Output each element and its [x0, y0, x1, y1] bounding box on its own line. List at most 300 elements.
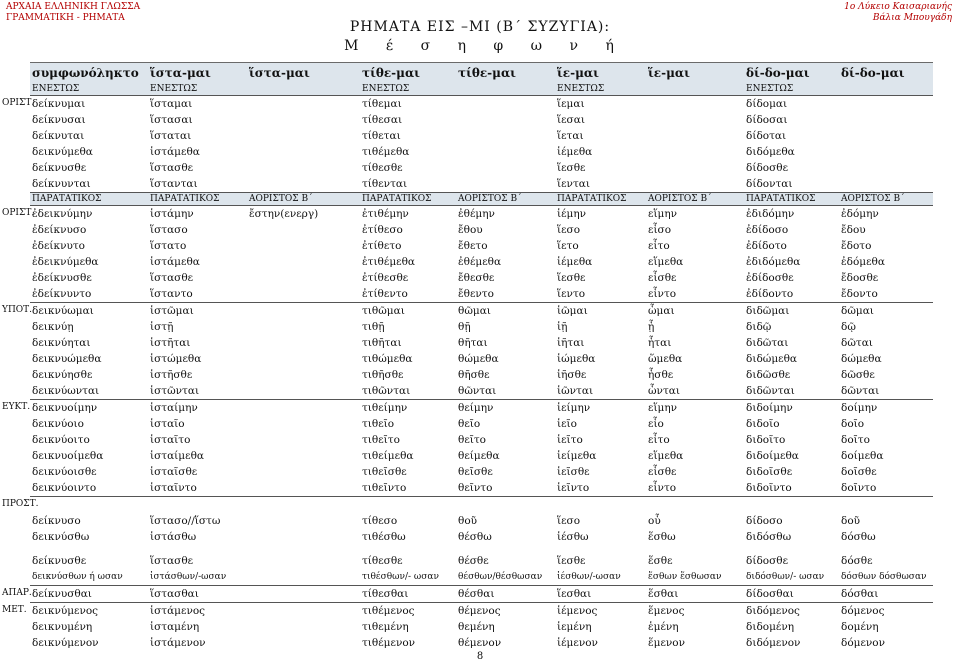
table-cell: ἱσταίμην	[148, 400, 247, 417]
table-cell: δεικνύοιντο	[32, 482, 97, 494]
table-cell: ἱστάμεθα	[150, 146, 200, 158]
table-cell: εἷσθε	[648, 272, 677, 284]
table-cell: τιθεῖο	[362, 418, 395, 430]
table-cell	[247, 416, 360, 432]
table-cell: δίδοται	[746, 130, 787, 142]
table-cell: ἱέμην	[555, 206, 646, 223]
table-cell: δεικνύμενον	[32, 637, 99, 649]
table-cell: θῆσθε	[458, 369, 490, 381]
table-cell: τιθεῖντο	[362, 482, 407, 494]
table-cell: ὥμεθα	[648, 353, 683, 365]
author-name: Βάλια Μπουγάδη	[872, 13, 952, 23]
table-cell: ἕμενος	[646, 603, 744, 620]
table-cell: δῶνται	[841, 385, 880, 397]
gap-row	[30, 545, 933, 553]
table-cell: τιθέσθων/- ωσαν	[362, 572, 439, 582]
table-cell: θείμεθα	[458, 450, 500, 462]
mood-label: ΠΡΟΣΤ.	[2, 499, 39, 509]
table-cell: θώμεθα	[458, 353, 499, 365]
table-cell: δεικνύῃ	[32, 321, 74, 333]
column-subheader	[646, 83, 744, 96]
tense-header: ΠΑΡΑΤΑΤΙΚΟΣ	[30, 193, 148, 206]
mood-label: ΥΠΟΤ.	[2, 305, 33, 315]
table-cell	[456, 176, 555, 193]
table-cell	[247, 176, 360, 193]
table-cell: θέμενον	[458, 637, 502, 649]
table-cell: τίθεμαι	[360, 96, 456, 113]
column-header: τίθε-μαι	[360, 63, 456, 84]
table-cell: θῇ	[458, 321, 471, 333]
table-cell: δεικνύσθω	[32, 531, 90, 543]
table-cell: διδοῖτο	[746, 434, 786, 446]
table-cell: ἱστάμεθα	[150, 256, 200, 268]
table-cell: δίδονται	[746, 178, 793, 190]
table-cell: ἵσταντο	[150, 288, 193, 300]
table-cell: ἱσταῖσθε	[150, 466, 198, 478]
table-row	[30, 569, 933, 586]
page-number: 8	[476, 651, 484, 662]
table-cell: δοῖσθε	[841, 466, 877, 478]
table-cell: εἷντο	[648, 482, 677, 494]
table-cell: διδόσθων/- ωσαν	[746, 572, 825, 582]
table-row	[30, 416, 933, 432]
table-cell: ἐδόμην	[839, 206, 933, 223]
table-cell: ἵσταμαι	[148, 96, 247, 113]
table-cell: ἐδίδοντο	[746, 288, 794, 300]
table-cell: ἱστάμην	[148, 206, 247, 223]
table-cell: διδοίμεθα	[746, 450, 799, 462]
table-cell	[646, 96, 744, 113]
table-cell: ἐδίδοσο	[746, 224, 789, 236]
table-cell: διδῶνται	[746, 385, 795, 397]
table-cell: ἐδεικνύμεθα	[32, 256, 99, 268]
table-cell: διδώμεθα	[746, 353, 797, 365]
table-cell: ἔθεσθε	[458, 272, 495, 284]
table-cell: δοῦ	[841, 515, 861, 527]
column-subheader	[839, 83, 933, 96]
table-cell: δοῖτο	[841, 434, 870, 446]
table-cell: δεικνυμένη	[32, 621, 93, 633]
table-cell: διδόμενος	[744, 603, 839, 620]
tense-header: ΑΟΡΙΣΤΟΣ Β΄	[247, 193, 360, 206]
table-cell: ἵεσθαι	[555, 586, 646, 603]
table-cell	[247, 448, 360, 464]
table-cell: εἷο	[648, 418, 664, 430]
column-header: τίθε-μαι	[456, 63, 555, 84]
table-cell: ἐδείκνυντο	[32, 288, 92, 300]
table-cell: τιθεῖτο	[362, 434, 400, 446]
table-cell: διδοῖσθε	[746, 466, 793, 478]
table-cell: ἵεμαι	[555, 96, 646, 113]
table-cell: ἱέμενον	[557, 637, 598, 649]
table-cell: ἧσθε	[648, 369, 674, 381]
table-cell	[456, 128, 555, 144]
table-cell: ἱσταμένη	[150, 621, 200, 633]
table-cell: ἵεσθε	[557, 555, 586, 567]
table-cell: ᾗ	[648, 321, 655, 333]
table-cell: ἔθου	[458, 224, 483, 236]
table-cell: ἕσθε	[648, 555, 673, 567]
table-cell	[646, 144, 744, 160]
table-row	[30, 464, 933, 480]
table-cell: θέσθε	[458, 555, 489, 567]
table-cell: δόμενον	[841, 637, 885, 649]
table-cell	[247, 254, 360, 270]
table-cell	[646, 112, 744, 128]
table-cell: ἕσθω	[648, 531, 676, 543]
column-subheader: ΕΝΕΣΤΩΣ	[30, 83, 148, 96]
table-row	[30, 319, 933, 335]
conjugation-table-wrap	[2, 62, 933, 651]
table-cell: ἐτιθέμεθα	[362, 256, 415, 268]
table-cell: οὗ	[648, 515, 661, 527]
mood-label: ΕΥΚΤ.	[2, 402, 31, 412]
table-row	[30, 270, 933, 286]
table-cell: ἱστάμενος	[148, 603, 247, 620]
table-cell: ἱσταῖο	[150, 418, 185, 430]
table-row	[30, 529, 933, 545]
table-cell: ἱῶνται	[557, 385, 594, 397]
column-subheader	[456, 83, 555, 96]
table-row	[30, 553, 933, 569]
table-cell: τιθῶμαι	[360, 303, 456, 320]
table-cell: εἷσθε	[648, 466, 677, 478]
table-row	[30, 351, 933, 367]
tense-header: ΠΑΡΑΤΑΤΙΚΟΣ	[360, 193, 456, 206]
table-cell: δεικνύησθε	[32, 369, 93, 381]
table-row	[30, 254, 933, 270]
table-row	[30, 176, 933, 193]
table-cell: δεικνύοιο	[32, 418, 84, 430]
table-cell: ἱστῶμαι	[148, 303, 247, 320]
table-cell	[555, 497, 646, 514]
table-cell: ἱῇ	[557, 321, 568, 333]
table-cell: ἵστανται	[150, 178, 198, 190]
table-cell	[247, 619, 360, 635]
table-cell: δώμεθα	[841, 353, 882, 365]
table-cell: δεικνυοίμεθα	[32, 450, 104, 462]
table-cell: δείκνυσαι	[32, 114, 86, 126]
cell-text: δείκνυσθαι	[32, 588, 92, 600]
table-cell: δόμενος	[839, 603, 933, 620]
table-cell	[247, 553, 360, 569]
table-cell: δείκνυται	[32, 130, 85, 142]
table-cell: διδοῖντο	[746, 482, 792, 494]
cell-text: δείκνυμαι	[32, 98, 86, 110]
cell-text: δεικνυοίμην	[32, 402, 98, 414]
table-cell: ἕσθων ἕσθωσαν	[648, 572, 722, 582]
column-subheader-row	[30, 83, 933, 96]
table-cell: ἵστασο	[150, 224, 188, 236]
table-cell: διδοίμην	[744, 400, 839, 417]
table-cell: ἐδείκνυσο	[32, 224, 87, 236]
tense-header: ΠΑΡΑΤΑΤΙΚΟΣ	[555, 193, 646, 206]
table-cell: τίθεται	[362, 130, 401, 142]
mood-label: ΟΡΙΣΤ.	[2, 208, 35, 218]
table-cell	[2, 96, 148, 113]
table-cell: τίθεσο	[362, 515, 398, 527]
tenses-row	[30, 193, 933, 206]
table-cell: ἵετο	[557, 240, 579, 252]
conjugation-table	[2, 62, 933, 651]
table-cell: ἱεῖο	[557, 418, 577, 430]
table-cell: θέμενος	[456, 603, 555, 620]
table-cell	[247, 270, 360, 286]
table-row	[30, 513, 933, 529]
mood-label: ΜΕΤ.	[2, 605, 27, 615]
table-cell: δεικνύηται	[32, 337, 91, 349]
table-cell: δείκνυνται	[32, 178, 91, 190]
table-cell	[646, 128, 744, 144]
mood-label: ΟΡΙΣΤ.	[2, 98, 35, 108]
table-cell: ἵενται	[557, 178, 590, 190]
table-row	[30, 603, 933, 620]
table-cell: τιθεμένη	[362, 621, 409, 633]
table-cell	[247, 303, 360, 320]
table-cell	[247, 569, 360, 586]
table-cell: δῶμαι	[839, 303, 933, 320]
table-cell: ἵστασθε	[150, 162, 194, 174]
column-subheader: ΕΝΕΣΤΩΣ	[555, 83, 646, 96]
page-title: ΡΗΜΑΤΑ ΕΙΣ –ΜΙ (Β΄ ΣΥΖΥΓΙΑ):	[349, 19, 611, 35]
tense-header: ΠΑΡΑΤΑΤΙΚΟΣ	[148, 193, 247, 206]
table-cell: ἵεντο	[557, 288, 586, 300]
table-cell: ἐδείκνυσθε	[32, 272, 92, 284]
table-cell: εἵμεθα	[648, 450, 684, 462]
table-cell: δίδοσθε	[746, 555, 789, 567]
page-subtitle: Μ έ σ η φ ω ν ή	[344, 38, 616, 54]
table-cell	[456, 160, 555, 176]
column-header: δί-δο-μαι	[839, 63, 933, 84]
table-cell	[456, 144, 555, 160]
table-cell	[247, 635, 360, 651]
table-cell: τιθεῖσθε	[362, 466, 407, 478]
table-row	[30, 619, 933, 635]
cell-text: δεικνύωμαι	[32, 305, 94, 317]
table-cell: δῶται	[841, 337, 873, 349]
table-cell: θέσθων/θέσθωσαν	[458, 572, 543, 582]
table-cell: ἕμενον	[648, 637, 685, 649]
table-cell: τιθείμεθα	[362, 450, 414, 462]
column-subheader: ΕΝΕΣΤΩΣ	[360, 83, 456, 96]
cell-text: δεικνύμενος	[32, 605, 99, 617]
table-cell: ἱώμεθα	[557, 353, 596, 365]
table-cell: ἐδόμεθα	[841, 256, 885, 268]
table-cell: θῶμαι	[456, 303, 555, 320]
table-cell: ἐτιθέμην	[360, 206, 456, 223]
table-cell: ἐδίδοτο	[746, 240, 787, 252]
table-cell: ἱστάμενον	[150, 637, 206, 649]
table-cell: ἱστώμεθα	[150, 353, 202, 365]
table-cell: τίθεσαι	[362, 114, 403, 126]
table-cell	[247, 383, 360, 400]
column-header: ἵε-μαι	[646, 63, 744, 84]
table-cell: δοῖντο	[841, 482, 877, 494]
table-cell: ἱέμεθα	[557, 146, 593, 158]
table-cell: δῷ	[841, 321, 856, 333]
table-cell: εἵμην	[646, 206, 744, 223]
table-cell: ἱέσθω	[557, 531, 589, 543]
table-cell	[247, 160, 360, 176]
table-cell: ἱστῆσθε	[150, 369, 193, 381]
table-cell: δόσθαι	[839, 586, 933, 603]
table-cell: διδῶσθε	[746, 369, 791, 381]
table-cell	[247, 497, 360, 514]
table-cell: ἱστάσθω	[150, 531, 197, 543]
table-row	[30, 128, 933, 144]
table-cell: εἵμην	[646, 400, 744, 417]
table-cell: ἱείμην	[555, 400, 646, 417]
table-row	[30, 303, 933, 320]
table-cell: ἐδιδόμην	[744, 206, 839, 223]
table-cell: ἔδοσθε	[841, 272, 879, 284]
table-cell: ἵεται	[557, 130, 584, 142]
table-cell: δόσθε	[841, 555, 873, 567]
table-cell	[646, 497, 744, 514]
course-title: ΑΡΧΑΙΑ ΕΛΛΗΝΙΚΗ ΓΛΩΣΣΑ	[6, 2, 141, 12]
table-cell: τιθέμεθα	[362, 146, 410, 158]
table-cell: διδόσθω	[746, 531, 792, 543]
table-cell: τιθῆσθε	[362, 369, 404, 381]
table-cell	[2, 586, 148, 603]
tense-header: ΑΟΡΙΣΤΟΣ Β΄	[456, 193, 555, 206]
table-row	[30, 635, 933, 651]
table-cell: ἵεσθε	[557, 272, 586, 284]
table-cell: ἐτίθεντο	[362, 288, 408, 300]
table-cell: ἵστασθε	[150, 555, 194, 567]
table-cell: θείμην	[456, 400, 555, 417]
table-cell	[247, 586, 360, 603]
table-cell	[247, 480, 360, 497]
table-cell: θέσθω	[458, 531, 492, 543]
table-cell: ἵστασαι	[150, 114, 193, 126]
table-cell: θεῖο	[458, 418, 481, 430]
table-cell: τιθῇ	[362, 321, 385, 333]
column-header: συμφωνόληκτο	[30, 63, 148, 84]
table-row	[30, 206, 933, 223]
table-cell	[2, 603, 148, 620]
table-cell: δοίμην	[839, 400, 933, 417]
table-cell	[456, 497, 555, 514]
table-cell: ἵστασο//ἵστω	[150, 515, 221, 527]
table-cell: ἱστῇ	[150, 321, 174, 333]
table-row	[30, 497, 933, 514]
table-cell	[839, 176, 933, 193]
table-cell	[744, 497, 839, 514]
table-cell: ἵεσο	[557, 515, 581, 527]
table-row	[30, 222, 933, 238]
table-cell	[839, 160, 933, 176]
table-cell: ἵεσο	[557, 224, 581, 236]
table-cell: διδόμεθα	[746, 146, 795, 158]
table-cell: ἱέμενος	[555, 603, 646, 620]
table-row	[30, 400, 933, 417]
table-cell	[456, 96, 555, 113]
table-cell: δεικνύσθων ή ωσαν	[32, 572, 123, 582]
table-cell: ἱσταῖντο	[150, 482, 197, 494]
table-cell	[247, 238, 360, 254]
table-cell: ἕσθαι	[646, 586, 744, 603]
table-cell: θῶνται	[458, 385, 497, 397]
table-cell: θεῖσθε	[458, 466, 493, 478]
tense-header: ΑΟΡΙΣΤΟΣ Β΄	[646, 193, 744, 206]
table-row	[30, 448, 933, 464]
table-cell: τιθώμεθα	[362, 353, 413, 365]
table-cell: ἐδείκνυτο	[32, 240, 85, 252]
table-cell: ἱεῖσθε	[557, 466, 590, 478]
table-cell: ἔθεντο	[458, 288, 494, 300]
table-cell	[247, 351, 360, 367]
school-name: 1ο Λύκειο Καισαριανής	[844, 2, 952, 12]
table-cell: ἱστάσθων/-ωσαν	[150, 572, 227, 582]
table-cell	[839, 144, 933, 160]
table-cell: θέσθαι	[456, 586, 555, 603]
table-cell: θεῖτο	[458, 434, 487, 446]
column-subheader: ΕΝΕΣΤΩΣ	[148, 83, 247, 96]
table-cell: ἐθέμεθα	[458, 256, 502, 268]
table-cell: τίθεσθε	[362, 162, 403, 174]
table-cell	[247, 319, 360, 335]
table-cell: δείκνυσθε	[32, 555, 87, 567]
table-cell	[839, 497, 933, 514]
table-cell: θεῖντο	[458, 482, 493, 494]
table-cell	[247, 286, 360, 303]
table-cell: ἐδιδόμεθα	[746, 256, 801, 268]
table-cell: ἵστατο	[150, 240, 187, 252]
table-cell: ἐδίδοσθε	[746, 272, 794, 284]
table-cell: διδόμενον	[746, 637, 801, 649]
table-cell: δίδομαι	[744, 96, 839, 113]
column-subheader: ΕΝΕΣΤΩΣ	[744, 83, 839, 96]
table-cell: ἵστασθε	[150, 272, 194, 284]
table-cell	[360, 497, 456, 514]
table-cell: ἧται	[648, 337, 672, 349]
table-cell: δῶσθε	[841, 369, 875, 381]
table-cell: δίδοσθε	[746, 162, 789, 174]
column-header: δί-δο-μαι	[744, 63, 839, 84]
table-cell: εἷντο	[648, 288, 677, 300]
table-cell: ἱεμένη	[557, 621, 592, 633]
table-cell: ἐτίθεσο	[362, 224, 403, 236]
table-cell: δομένη	[841, 621, 879, 633]
table-cell: δίδοσθαι	[744, 586, 839, 603]
table-cell: εἷτο	[648, 240, 670, 252]
table-cell: ὧμαι	[646, 303, 744, 320]
table-cell	[247, 400, 360, 417]
mood-label: ΑΠΑΡ.	[2, 588, 32, 598]
course-subtitle: ΓΡΑΜΜΑΤΙΚΗ - ΡΗΜΑΤΑ	[6, 13, 125, 23]
table-row	[30, 144, 933, 160]
table-cell: δεικνύοισθε	[32, 466, 97, 478]
table-cell: ἔστην(ενεργ)	[247, 206, 360, 223]
table-cell: δείκνυσθε	[32, 162, 87, 174]
table-cell: ἑμένη	[648, 621, 679, 633]
table-cell: ἱσταίμεθα	[150, 450, 204, 462]
table-cell: δοῖο	[841, 418, 865, 430]
table-cell: δεικνυώμεθα	[32, 353, 102, 365]
tense-header: ΑΟΡΙΣΤΟΣ Β΄	[839, 193, 933, 206]
table-cell: δείκνυσο	[32, 515, 81, 527]
table-cell: τίθεσθαι	[360, 586, 456, 603]
table-cell: ἔδου	[841, 224, 866, 236]
table-cell	[646, 160, 744, 176]
table-cell: ἔθετο	[458, 240, 488, 252]
table-cell: διδοῖο	[746, 418, 780, 430]
table-cell: διδῶμαι	[744, 303, 839, 320]
table-cell: διδῷ	[746, 321, 772, 333]
tense-header: ΠΑΡΑΤΑΤΙΚΟΣ	[744, 193, 839, 206]
table-cell	[839, 128, 933, 144]
